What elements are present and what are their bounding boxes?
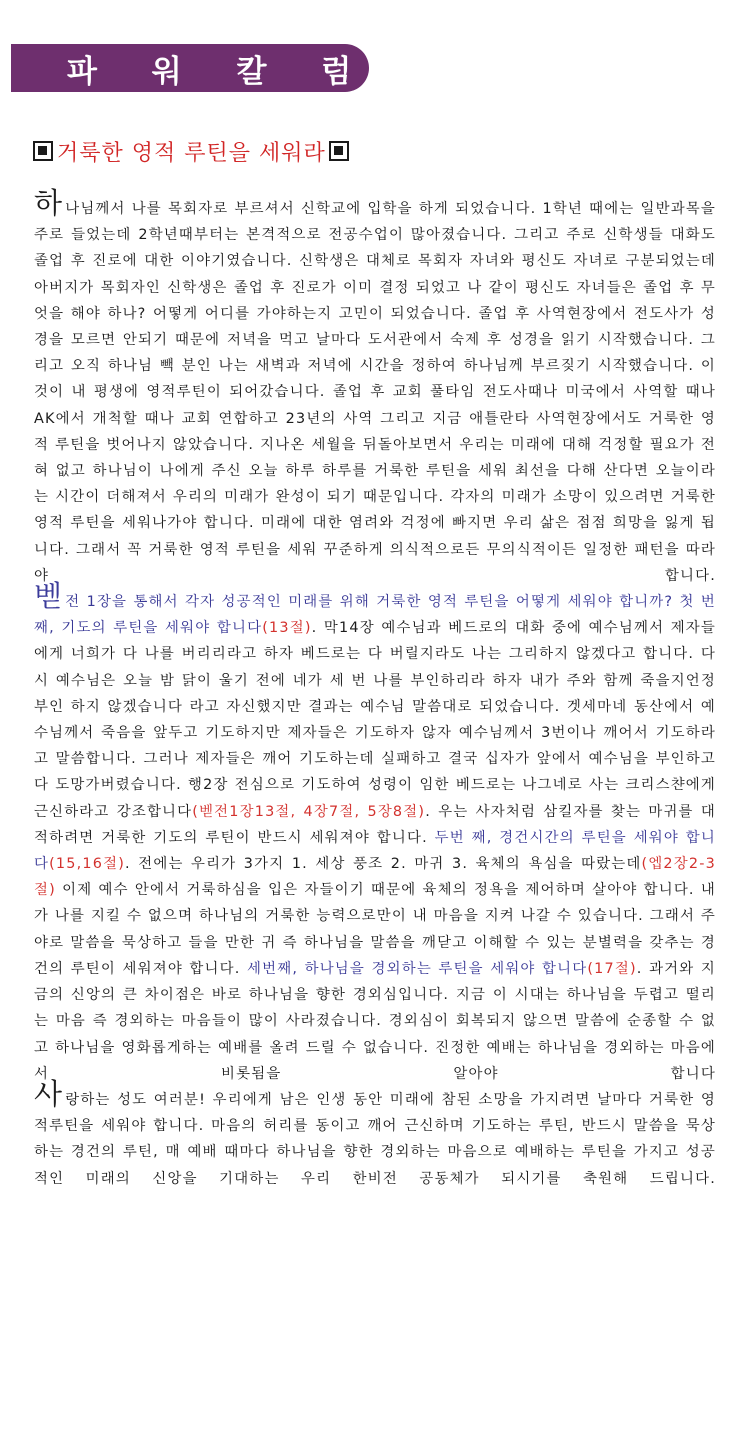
paragraph-2	[34, 579, 716, 1087]
verse-reference: (엡2장2-3절)	[34, 856, 716, 899]
paragraph-text: 랑하는 성도 여러분! 우리에게 남은 인생 동안 미래에 참된 소망을 가지려면 날마다 거룩한 영적루틴을 세워야 합니다. 마음의 허리를 동이고 깨어 근신하며 기도하는 루틴, 반드시 말씀을 묵상하는 경건의 루틴, 매 예배 때마다 하나님을 향한 경외하는 마음으로 예배하는 루틴을 가지고 성공적인 미래의 신앙을 기대하는 우리 한비전 공동체가 되시기를 축원해 드립니다.	[34, 1091, 716, 1187]
third-point: 세번째, 하나님을 경외하는 루틴을 세워야 합니다	[247, 960, 588, 977]
verse-reference: (17절)	[587, 960, 637, 977]
column-banner	[11, 44, 374, 92]
article-heading	[33, 134, 349, 168]
drop-cap: 하	[34, 186, 64, 220]
article-body	[34, 186, 716, 1192]
verse-reference: (벧전1장13절, 4장7절, 5장8절)	[192, 803, 426, 820]
verse-reference: (15,16절)	[49, 856, 126, 873]
article-title: 거룩한 영적 루틴을 세워라	[57, 140, 326, 166]
paragraph-text: 이제 예수 안에서 거룩하심을 입은 자들이기 때문에 육체의 정욕을 제어하며 살아야 합니다. 내가 나를 지킬 수 없으며 하나님의 거룩한 능력으로만이 내 마음을 지켜 나갈 수 있습니다. 그래서 주야로 말씀을 묵상하고 들을 만한 귀 즉 하나님을 말씀을 깨닫고 이해할 수 있는 분별력을 갖추는 경건의 루틴이 세워져야 합니다.	[34, 882, 716, 977]
drop-cap: 벧	[34, 579, 64, 614]
paragraph-text: . 막14장 예수님과 베드로의 대화 중에 예수님께서 제자들에게 너희가 다 나를 버리리라고 하자 베드로는 다 버릴지라도 나는 그리하지 않겠다고 합니다. 다시 예수님은 오늘 밤 닭이 울기 전에 네가 세 번 나를 부인하리라 하자 내가 주와 함께 죽을지언정 부인 하지 않겠습니다 라고 자신했지만 결과는 예수님 말씀대로 되었습니다. 겟세마네 동산에서 예수님께서 죽음을 앞두고 기도하지만 제자들은 기도하자 않자 예수님께서 3번이나 깨어서 기도하라고 말씀합니다. 그러나 제자들은 깨어 기도하는데 실패하고 결국 십자가 앞에서 예수님을 부인하고 다 도망가버렸습니다. 행2장 전심으로 기도하여 성령이 임한 베드로는 나그네로 사는 크리스챤에게 근신하라고 강조합니다	[34, 620, 716, 820]
paragraph-text: 나님께서 나를 목회자로 부르셔서 신학교에 입학을 하게 되었습니다. 1학년 때에는 일반과목을 주로 들었는데 2학년때부터는 본격적으로 전공수업이 많아졌습니다. 그리고 주로 신학생들 대화도 졸업 후 진로에 대한 이야기였습니다. 신학생은 대체로 목회자 자녀와 평신도 자녀로 구분되었는데 아버지가 목회자인 신학생은 졸업 후 진로가 이미 결정 되었고 나 같이 평신도 자녀들은 졸업 후 무엇을 해야 하나? 어떻게 어디를 가야하는지 고민이 되었습니다. 졸업 후 사역현장에서 전도사가 성경을 모르면 안되기 때문에 저녁을 먹고 날마다 도서관에서 숙제 후 성경을 읽기 시작했습니다. 그리고 오직 하나님 빽 분인 나는 새벽과 저녁에 시간을 정하여 하나님께 부르짖기 시작했습니다. 이것이 내 평생에 영적루틴이 되어갔습니다. 졸업 후 교회 풀타임 전도사때나 미국에서 사역할 때나 AK에서 개척할 때나 교회 연합하고 23년의 사역 그리고 지금 애틀란타 사역현장에서도 거룩한 영적 루틴을 벗어나지 않았습니다. 지나온 세월을 뒤돌아보면서 우리는 미래에 대해 걱정할 필요가 전혀 없고 하나님이 나에게 주신 오늘 하루 하루를 거룩한 루틴을 세워 최선을 다해 산다면 오늘이라는 시간이 더해져서 우리의 미래가 완성이 되기 때문입니다. 각자의 미래가 소망이 있으려면 거룩한 영적 루틴을 세워나가야 합니다. 미래에 대한 염려와 걱정에 빠지면 우리 삶은 점점 희망을 잃게 됩니다. 그래서 꼭 거룩한 영적 루틴을 세워 꾸준하게 의식적으로든 무의식적이든 일정한 패턴을 따라야 합니다.	[34, 201, 716, 584]
banner-title: 파 워 칼 럼	[67, 53, 374, 90]
square-bullet-icon	[329, 141, 349, 161]
paragraph-text: . 전에는 우리가 3가지 1. 세상 풍조 2. 마귀 3. 육체의 욕심을 따랐는데	[125, 856, 642, 873]
second-point: 두번 째, 경건시간의 루틴을 세워야 합니다	[34, 829, 716, 873]
verse-reference: (13절)	[262, 620, 312, 637]
drop-cap: 사	[34, 1076, 64, 1111]
paragraph-text: . 과거와 지금의 신앙의 큰 차이점은 바로 하나님을 향한 경외심입니다. 지금 이 시대는 하나님을 두렵고 떨리는 마음 즉 경외하는 마음들이 많이 사라졌습니다. 경외심이 회복되지 않으면 말씀에 순종할 수 없고 하나님을 영화롭게하는 예배를 올려 드릴 수 없습니다. 진정한 예배는 하나님을 경외하는 마음에서 비롯됨을 알아야 합니다	[34, 960, 716, 1082]
first-point: 전 1장을 통해서 각자 성공적인 미래를 위해 거룩한 영적 루틴을 어떻게 세워야 합니까? 첫 번째, 기도의 루틴을 세워야 합니다	[34, 594, 716, 637]
paragraph-1	[34, 186, 716, 589]
paragraph-text: . 우는 사자처럼 삼킬자를 찾는 마귀를 대적하려면 거룩한 기도의 루틴이 반드시 세워져야 합니다.	[34, 803, 716, 846]
paragraph-3	[34, 1076, 716, 1192]
square-bullet-icon	[33, 141, 53, 161]
